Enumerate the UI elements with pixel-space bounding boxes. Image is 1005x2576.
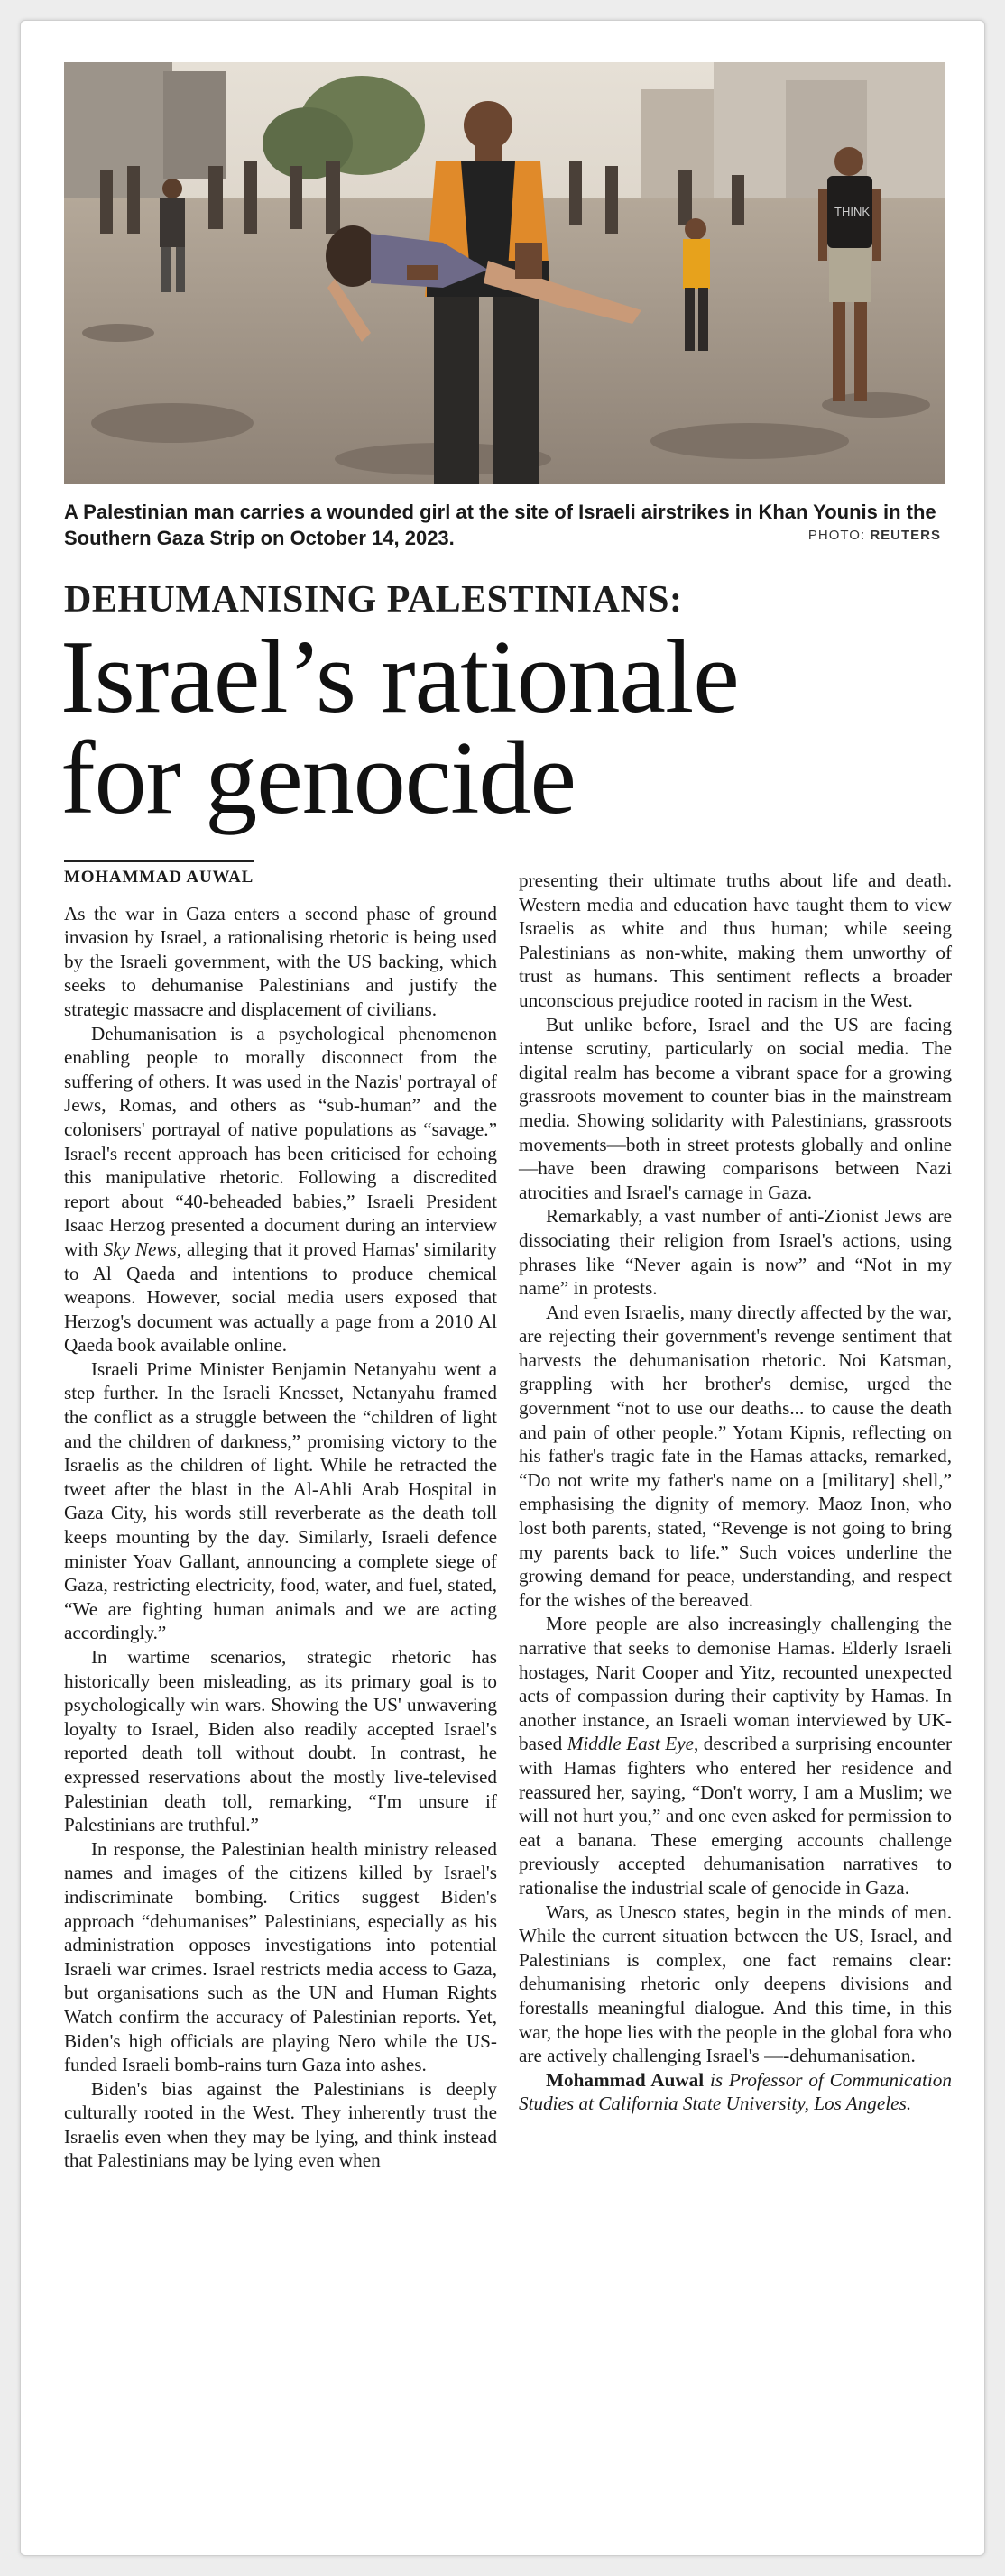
kicker: DEHUMANISING PALESTINIANS: xyxy=(64,579,683,621)
paragraph: More people are also increasingly challenging the narrative that seeks to demonise Hamas. Elderly Israeli hostages, Narit Cooper and Yitz, recounted unexpected acts of compassion during their captivity by Hamas. In another instance, an Israeli woman interviewed by UK-based Middle East Eye, described a surprising encounter with Hamas fighters who entered her residence and reassured her, saying, “Don't worry, I am a Muslim; we will not hurt you,” and one even asked for permission to eat a banana. These emerging accounts challenge previously accepted dehumanisation narratives to rationalise the industrial scale of genocide in Gaza. xyxy=(519,1613,953,1899)
article-column-1 xyxy=(64,860,497,2173)
photo-credit xyxy=(808,528,941,543)
headline xyxy=(60,620,945,836)
paragraph: Wars, as Unesco states, begin in the minds of men. While the current situation between the US, Israel, and Palestinians is complex, one fact remains clear: dehumanising rhetoric only deepens divisions and forestalls meaningful dialogue. And this time, in this war, the hope lies with the people in the global fora who are actively challenging Israel's —-dehumanisation. xyxy=(519,1900,952,2067)
paragraph: Israeli Prime Minister Benjamin Netanyahu went a step further. In the Israeli Knesset, Netanyahu framed the conflict as a struggle between the “children of light and the children of darkness,” promising victory to the Israelis as the children of light. While he retracted the tweet after the blast in the Al-Ahli Arab Hospital in Gaza City, his words still reverberate as the death toll keeps mounting by the day. Similarly, Israeli defence minister Yoav Gallant, announcing a complete siege of Gaza, restricting electricity, food, water, and fuel, stated, “We are fighting human animals and we are acting accordingly.” xyxy=(64,1357,497,1644)
paragraph: In response, the Palestinian health ministry released names and images of the citizens killed by Israel's indiscriminate bombing. Critics suggest Biden's approach “dehumanises” Palestinians, especially as his administration opposes investigations into potential Israeli war crimes. Israel restricts media access to Gaza, but organisations such as the UN and Human Rights Watch confirm the accuracy of Palestinian reports. Yet, Biden's high officials are playing Nero while the US-funded Israeli bomb-rains turn Gaza into ashes. xyxy=(64,1837,497,2076)
paragraph: Biden's bias against the Palestinians is deeply culturally rooted in the West. They inherently trust the Israelis even when they may be lying, and think instead that Palestinians may be lying even when xyxy=(64,2077,497,2172)
publication-name: Sky News xyxy=(103,1237,177,1260)
paragraph: Remarkably, a vast number of anti-Zionist Jews are dissociating their religion from Israel's actions, using phrases like “Never again is now” and “Not in my name” in protests. xyxy=(519,1205,952,1300)
author-bio-name: Mohammad Auwal xyxy=(546,2068,705,2091)
paragraph: But unlike before, Israel and the US are facing intense scrutiny, particularly on social media. The digital realm has become a vibrant space for a growing grassroots movement to counter bias in the mainstream media. Showing solidarity with Palestinians, grassroots movements—both in street protests globally and online—have been drawing comparisons between Nazi atrocities and Israel's carnage in Gaza. xyxy=(519,1013,952,1203)
paragraph: In wartime scenarios, strategic rhetoric has historically been misleading, as its primary goal is to psychologically win wars. Showing the US' unwavering loyalty to Israel, Biden also readily accepted Israel's reported death toll without doubt. In contrast, he expressed reservations about the mostly live-televised Palestinian death toll, remarking, “I'm unsure if Palestinians are truthful.” xyxy=(64,1646,497,1836)
author-bio-text: is Professor of Communication Studies at California State University, Los Angeles. xyxy=(519,2068,952,2115)
newspaper-page xyxy=(20,20,985,2556)
paragraph: Dehumanisation is a psychological phenomenon enabling people to morally disconnect from the suffering of others. It was used in the Nazis' portrayal of Jews, Romas, and others as “sub-human” and the colonisers' portrayal of native populations as “savage.” Israel's recent approach has been criticised for echoing this manipulative rhetoric. Following a discredited report about “40-beheaded babies,” Israeli President Isaac Herzog presented a document during an interview with Sky News, alleging that it proved Hamas' similarity to Al Qaeda and intentions to produce chemical weapons. However, social media users exposed that Herzog's document was actually a page from a 2010 Al Qaeda book available online. xyxy=(64,1022,497,1357)
photo-caption: A Palestinian man carries a wounded girl at the site of Israeli airstrikes in Khan Younis in the Southern Gaza Strip on October 14, 2023. xyxy=(64,501,936,549)
byline: MOHAMMAD AUWAL xyxy=(64,860,254,890)
news-photo xyxy=(64,62,945,484)
author-bio xyxy=(519,2068,952,2116)
headline-line-2: for genocide xyxy=(60,721,576,836)
headline-line-1: Israel’s rationale xyxy=(60,620,739,735)
article-column-2 xyxy=(519,869,952,2116)
paragraph: As the war in Gaza enters a second phase of ground invasion by Israel, a rationalising rhetoric is being used by the Israeli government, with the US backing, which seeks to dehumanise Palestinians and justify the strategic massacre and displacement of civilians. xyxy=(64,902,497,1020)
credit-source: REUTERS xyxy=(870,528,941,543)
publication-name: Middle East Eye xyxy=(567,1733,695,1755)
paragraph: And even Israelis, many directly affected by the war, are rejecting their government's revenge sentiment that harvests the dehumanisation rhetoric. Noi Katsman, grappling with her brother's demise, urged the government “not to use our deaths... to cause the death and pain of other people.” Yotam Kipnis, reflecting on his father's tragic fate in the Hamas attacks, remarked, “Do not write my father's name on a [military] shell,” emphasising the dignity of memory. Maoz Inon, who lost both parents, stated, “Revenge is not going to bring my parents back to life.” Such voices underline the growing demand for peace, understanding, and respect for the wishes of the bereaved. xyxy=(519,1301,952,1611)
shirt-text: THINK xyxy=(834,205,870,218)
credit-label: PHOTO: xyxy=(807,528,866,543)
paragraph: presenting their ultimate truths about life and death. Western media and education have taught them to view Israelis as white and thus human; while seeing Palestinians as non-white, making them unworthy of trust as humans. This sentiment reflects a broader unconscious prejudice rooted in racism in the West. xyxy=(519,869,952,1011)
